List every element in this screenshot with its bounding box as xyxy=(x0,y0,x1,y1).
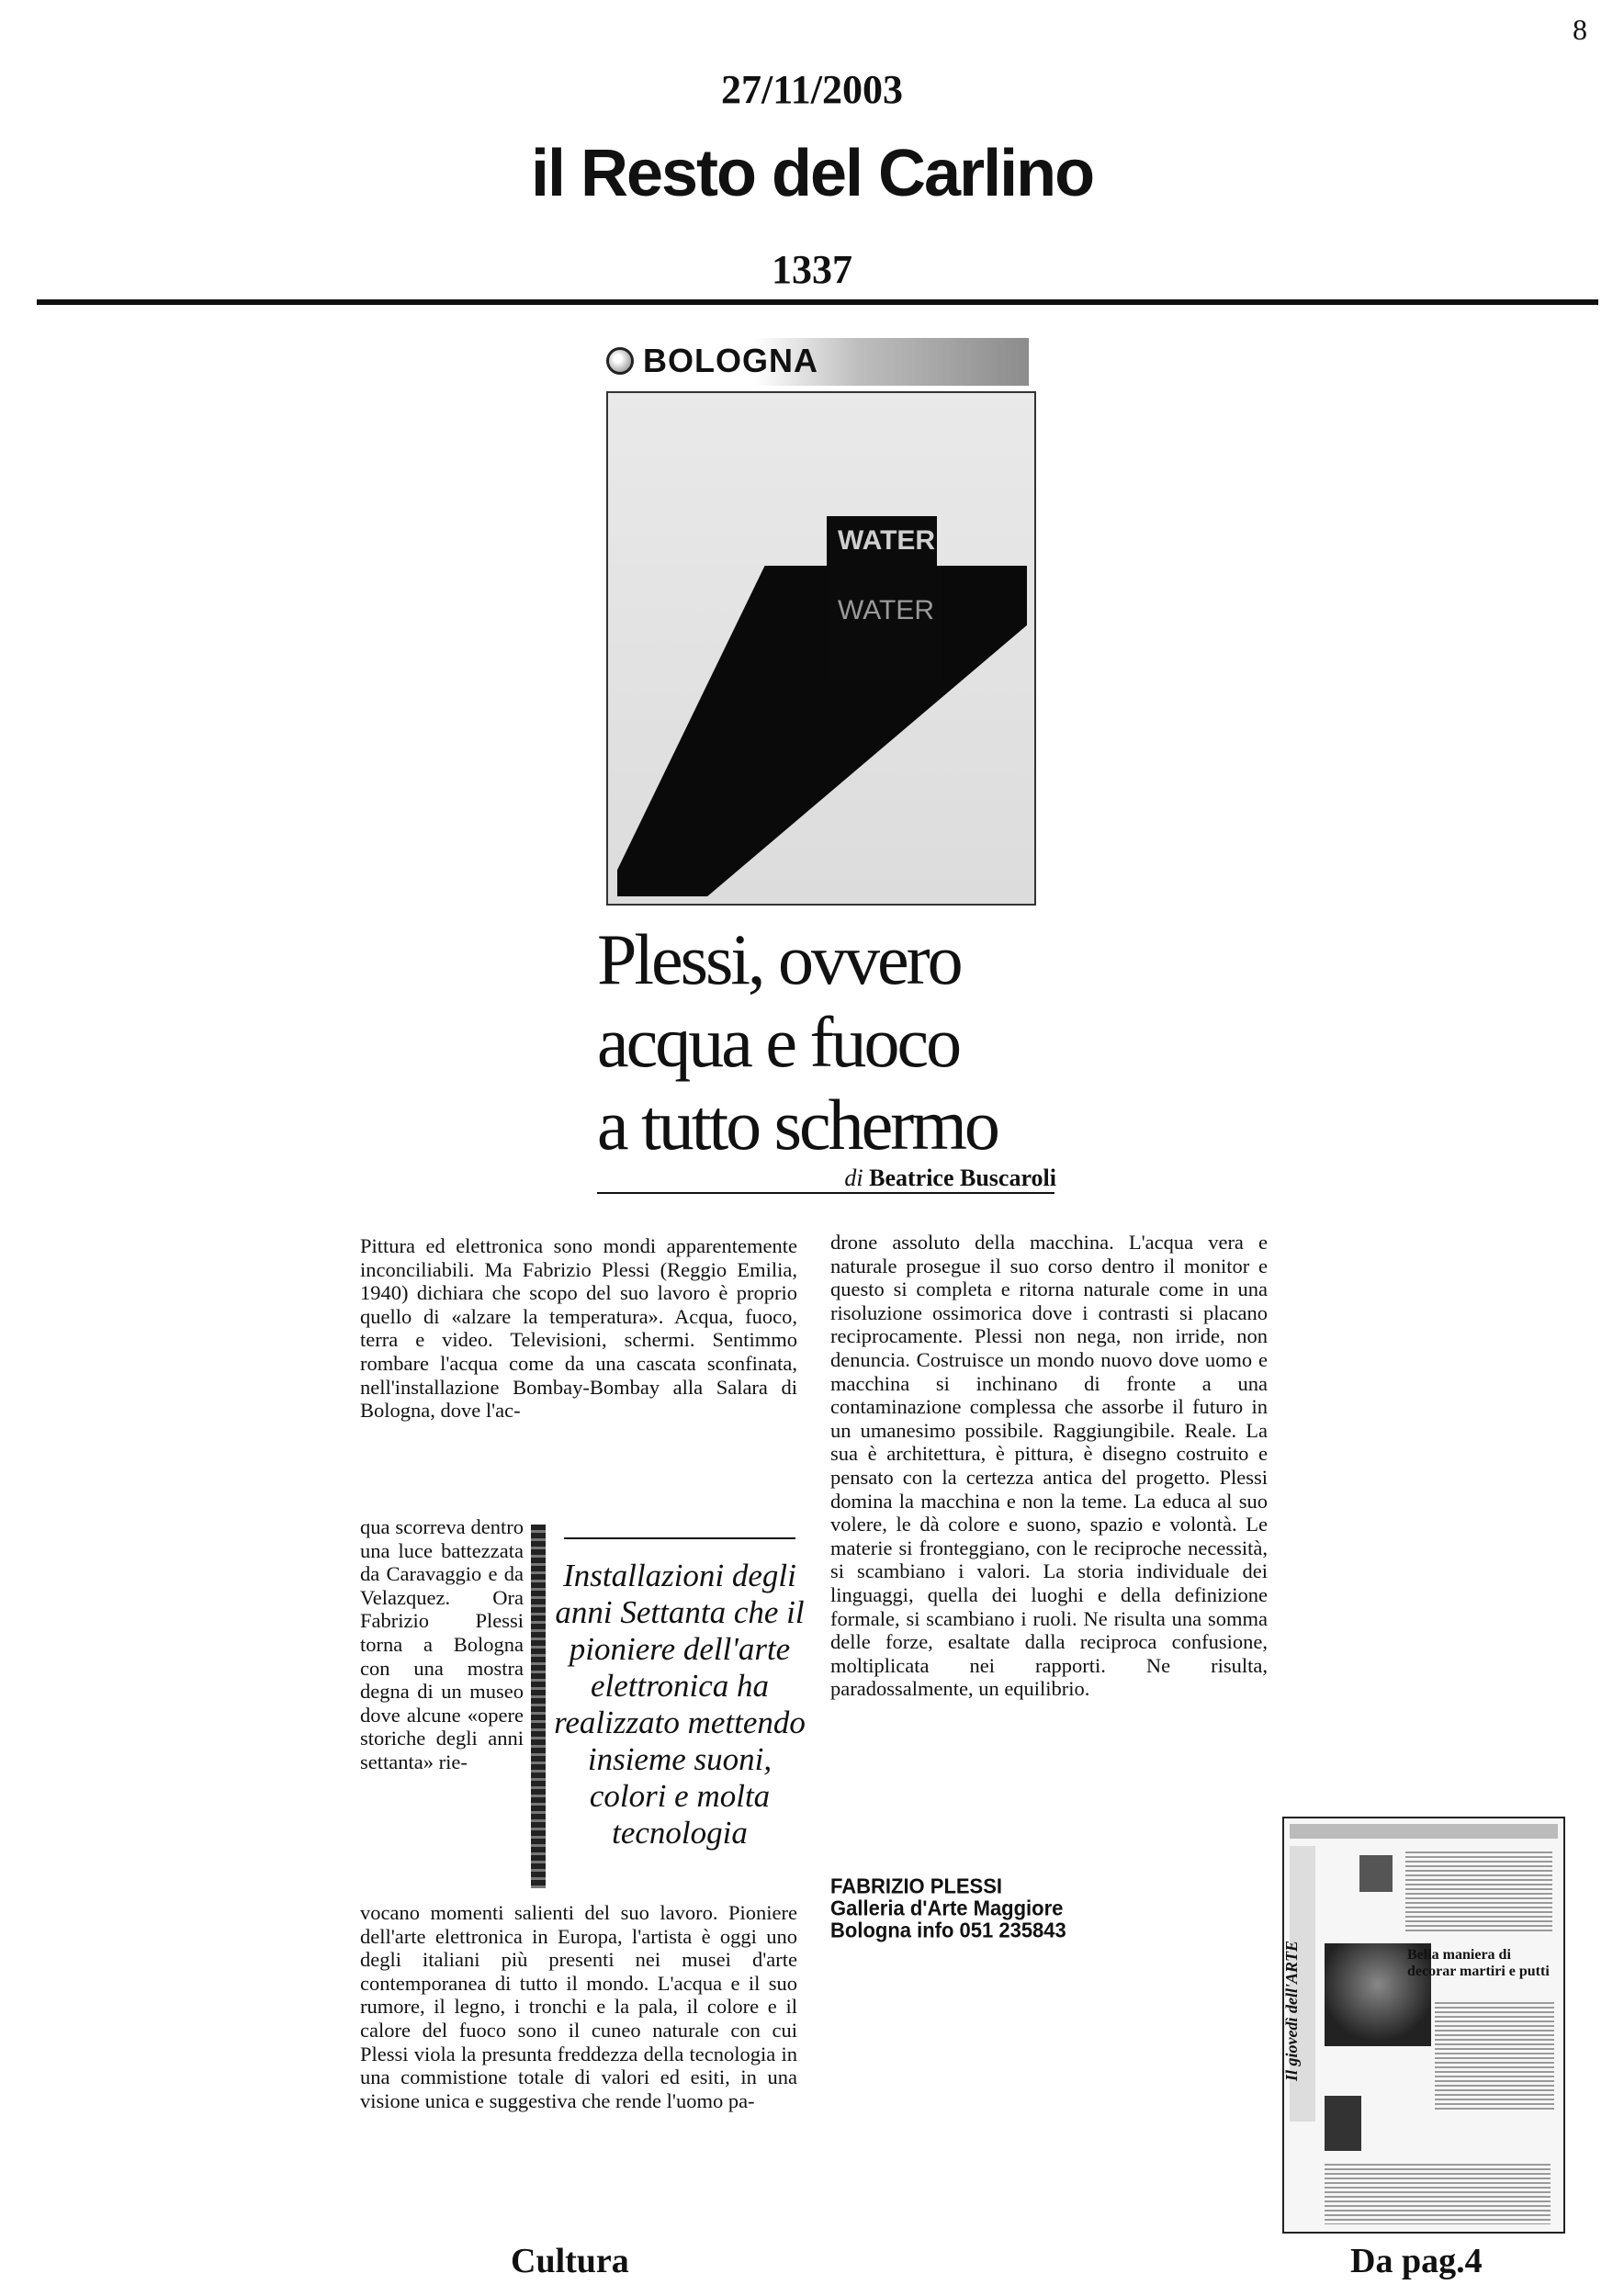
issue-number: 1337 xyxy=(772,247,852,292)
newspaper-masthead: il Resto del Carlino xyxy=(530,137,1094,210)
byline-rule xyxy=(597,1192,1054,1194)
headline-line: a tutto schermo xyxy=(597,1085,998,1165)
byline-prefix: di xyxy=(844,1165,863,1191)
info-artist: FABRIZIO PLESSI xyxy=(830,1874,1003,1898)
thumbnail-side-label: Il giovedì dell'ARTE xyxy=(1282,1941,1301,2082)
thumbnail-image xyxy=(1325,2096,1361,2151)
article-body-column-2: drone assoluto della macchina. L'acqua vera e naturale prosegue il suo corso dentro il monitor e questo si completa e ritorna naturale come in una risoluzione ossimorica dove i contrasti si placano reciprocamente. Plessi non nega, non irride, non denuncia. Costruisce un mondo nuovo dove uomo e macchina si inchinano di fronte a una contaminazione complessa che assorbe il futuro in un umanesimo possibile. Raggiungibile. Reale. La sua è architettura, è pittura, è disegno costruito e pensato con la certezza antica del progetto. Plessi domina la macchina e non la teme. La educa al suo volere, le dà colore e suono, spazio e volontà. Le materie si fronteggiano, con le reciproche necessità, si scambiano i valori. La storia individuale dei linguaggi, quella dei luoghi e della definizione formale, si scambiano i ruoli. Ne risulta una somma delle forze, esaltate dalla reciproca confusione, moltiplicata nei rapporti. Ne risulta, paradossalmente, un equilibrio. xyxy=(830,1231,1268,1701)
headline-line: Plessi, ovvero xyxy=(597,919,961,999)
info-phone: Bologna info 051 235843 xyxy=(830,1918,1066,1942)
pullquote-rule xyxy=(564,1537,795,1539)
headline-line: acqua e fuoco xyxy=(597,1002,960,1082)
thumbnail-text-lines xyxy=(1405,1851,1552,1934)
thumbnail-text-lines xyxy=(1325,2164,1551,2224)
byline-author: Beatrice Buscaroli xyxy=(869,1165,1056,1191)
circle-bullet-icon xyxy=(606,347,634,375)
thumbnail-header xyxy=(1290,1824,1558,1839)
thumbnail-headline: Bella maniera di decorar martiri e putti xyxy=(1407,1947,1550,1979)
publication-date: 27/11/2003 xyxy=(720,67,904,112)
exhibition-info xyxy=(830,1875,1143,1941)
article-headline xyxy=(597,918,1111,1166)
pullquote-bar xyxy=(531,1525,546,1888)
section-label: BOLOGNA xyxy=(643,342,818,379)
thumbnail-image xyxy=(1359,1855,1393,1892)
photo-screen-text-reflection: WATER xyxy=(838,595,934,625)
article-body-column-1-narrow: qua scorreva dentro una luce battezzata da Caravaggio e da Velazquez. Ora Fabrizio Plessi torna a Bologna con una mostra degna di un museo dove alcune «opere storiche degli anni settanta» rie- xyxy=(360,1515,524,1773)
thumbnail-text-lines xyxy=(1435,2002,1554,2112)
byline xyxy=(790,1165,1056,1192)
article-body-column-1: Pittura ed elettronica sono mondi apparentemente inconciliabili. Ma Fabrizio Plessi (Reggio Emilia, 1940) dichiara che scopo del suo lavoro è proprio quello di «alzare la temperatura». Acqua, fuoco, terra e video. Televisioni, schermi. Sentimmo rombare l'acqua come da una cascata sconfinata, nell'installazione Bombay-Bombay alla Salara di Bologna, dove l'ac- xyxy=(360,1234,797,1423)
page-number: 8 xyxy=(1573,13,1587,46)
photo-screen-text: WATER xyxy=(838,525,936,556)
footer-page-reference: Da pag.4 xyxy=(1350,2242,1483,2280)
pullquote: Installazioni degli anni Settanta che il pioniere dell'arte elettronica ha realizzato mettendo insieme suoni, colori e molta tecnologia xyxy=(554,1558,806,1851)
article-body-column-1-continued: vocano momenti salienti del suo lavoro. Pioniere dell'arte elettronica in Europa, l'artista è oggi uno degli italiani più presenti nei musei d'arte contemporanea di tutto il mondo. L'acqua e il suo rumore, il legno, i tronchi e la pala, il colore e il calore del fuoco sono il cuneo naturale con cui Plessi viola la presunta freddezza della tecnologia in una commistione totale di valori ed esiti, in una visione unica e suggestiva che rende l'uomo pa- xyxy=(360,1901,797,2112)
header-rule xyxy=(37,299,1598,305)
footer-section-label: Cultura xyxy=(511,2242,629,2280)
info-gallery: Galleria d'Arte Maggiore xyxy=(830,1896,1064,1920)
